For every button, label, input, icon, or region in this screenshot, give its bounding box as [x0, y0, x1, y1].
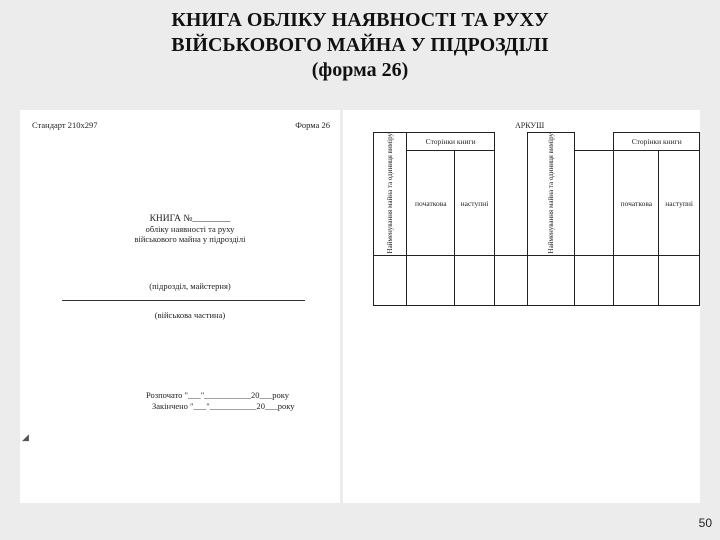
spacer-mid-2 [575, 151, 614, 256]
finished-date: Закінчено "___"___________20___року [152, 401, 295, 411]
spacer-top [494, 133, 527, 151]
left-initial-header: початкова [407, 151, 455, 256]
right-initial-header: початкова [614, 151, 659, 256]
left-next-header: наступні [455, 151, 495, 256]
sheet-label: АРКУШ [515, 121, 545, 130]
cell [528, 256, 575, 306]
title-line-3: (форма 26) [311, 59, 409, 81]
right-next-header: наступні [659, 151, 700, 256]
started-date: Розпочато "___"___________20___року [146, 390, 289, 400]
book-subtitle-2: військового майна у підрозділі [134, 234, 246, 244]
accounting-table [373, 132, 700, 306]
item-name-header-right-text: Найменування майна та одиниця виміру [546, 133, 555, 254]
service-caption-block [80, 276, 300, 294]
table-body-row [374, 256, 700, 306]
cell [614, 256, 659, 306]
item-name-header-left [374, 133, 407, 256]
slide-title [0, 8, 720, 83]
cell [407, 256, 455, 306]
service-caption: (підрозділ, майстерня) [149, 281, 231, 291]
cell [455, 256, 495, 306]
right-page-header: Сторінки книги [614, 133, 700, 151]
unit-caption-block [80, 305, 300, 323]
book-number: КНИГА №________ [149, 214, 231, 224]
spacer-top-2 [575, 133, 614, 151]
table-sheet [343, 110, 700, 503]
item-name-header-left-text: Найменування майна та одиниця виміру [385, 133, 394, 254]
page-number: 50 [698, 516, 712, 530]
cell [494, 256, 527, 306]
cover-sheet [20, 110, 340, 503]
cell [374, 256, 407, 306]
left-page-header: Сторінки книги [407, 133, 494, 151]
corner-mark: ◢ [22, 432, 29, 442]
book-subtitle-1: обліку наявності та руху [145, 224, 235, 234]
item-name-header-right [528, 133, 575, 256]
cell [575, 256, 614, 306]
form-number-label: Форма 26 [295, 120, 330, 130]
title-line-1: КНИГА ОБЛІКУ НАЯВНОСТІ ТА РУХУ [171, 9, 549, 31]
standard-label: Стандарт 210х297 [32, 120, 98, 130]
unit-caption: (військова частина) [154, 310, 226, 320]
spacer-mid [494, 151, 527, 256]
book-title-block [80, 214, 300, 244]
unit-line [62, 300, 305, 301]
cell [659, 256, 700, 306]
title-line-2: ВІЙСЬКОВОГО МАЙНА У ПІДРОЗДІЛІ [171, 34, 549, 56]
